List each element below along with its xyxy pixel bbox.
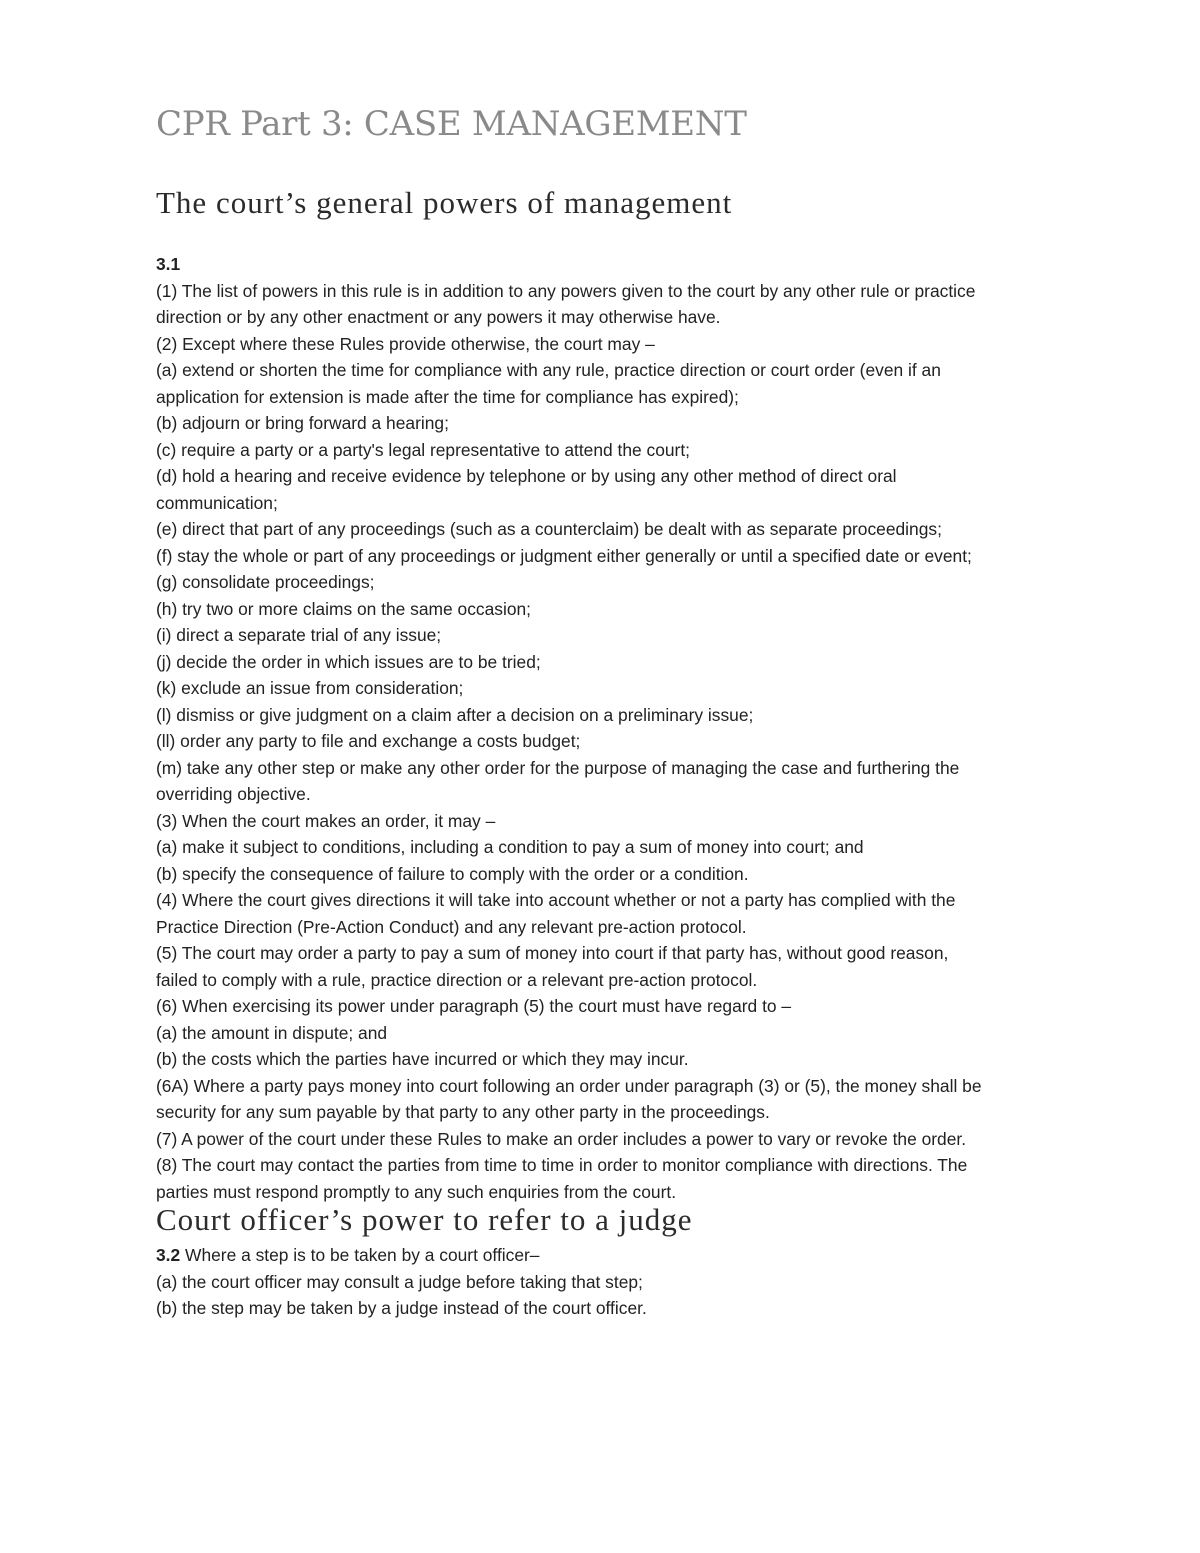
paragraph-line: (5) The court may order a party to pay a sum of money into court if that party has, without good reason, [156,943,949,963]
paragraph-line: (a) make it subject to conditions, including a condition to pay a sum of money into court; and [156,837,864,857]
paragraph-line: security for any sum payable by that party to any other party in the proceedings. [156,1102,770,1122]
paragraph-line: (g) consolidate proceedings; [156,572,375,592]
paragraph-line: (k) exclude an issue from consideration; [156,678,464,698]
paragraph-line: (6) When exercising its power under paragraph (5) the court must have regard to – [156,996,792,1016]
paragraph-line: (e) direct that part of any proceedings (such as a counterclaim) be dealt with as separate proceedings; [156,519,942,539]
rule-intro: Where a step is to be taken by a court officer– [185,1245,540,1265]
paragraph-line: (b) the costs which the parties have incurred or which they may incur. [156,1049,689,1069]
paragraph-line: (3) When the court makes an order, it may – [156,810,496,831]
paragraph-line: failed to comply with a rule, practice direction or a relevant pre-action protocol. [156,969,758,990]
paragraph-line: (h) try two or more claims on the same occasion; [156,598,531,619]
paragraph-line: (4) Where the court gives directions it will take into account whether or not a party has complied with the [156,890,956,910]
paragraph-line: (f) stay the whole or part of any proceedings or judgment either generally or until a specified date or event; [156,545,972,566]
paragraph-line: (a) extend or shorten the time for compliance with any rule, practice direction or court order (even if an [156,360,941,380]
paragraph-line: overriding objective. [156,784,311,804]
paragraph-line: (a) the court officer may consult a judge before taking that step; [156,1271,643,1292]
paragraph-line: (ll) order any party to file and exchange a costs budget; [156,731,581,751]
paragraph-line: application for extension is made after the time for compliance has expired); [156,386,739,407]
rule-line [156,1242,1056,1269]
section-body-court-officer [156,1242,1056,1322]
paragraph-line: (d) hold a hearing and receive evidence by telephone or by using any other method of direct oral [156,466,897,486]
paragraph-line: (b) the step may be taken by a judge instead of the court officer. [156,1298,647,1318]
paragraph-line: parties must respond promptly to any such enquiries from the court. [156,1181,677,1202]
paragraph-line: communication; [156,492,278,513]
paragraph-line: (c) require a party or a party's legal representative to attend the court; [156,439,691,460]
paragraph-line: (a) the amount in dispute; and [156,1022,388,1043]
section-body-general-powers [156,251,1056,1205]
paragraph-line: (2) Except where these Rules provide otherwise, the court may – [156,333,655,354]
rule-number: 3.2 [156,1245,181,1265]
paragraph-line: (b) adjourn or bring forward a hearing; [156,413,449,433]
paragraph-line: (7) A power of the court under these Rules to make an order includes a power to vary or revoke the order. [156,1128,967,1149]
paragraph-line: (b) specify the consequence of failure to comply with the order or a condition. [156,863,749,884]
section-heading-court-officer: Court officer’s power to refer to a judge [156,1202,693,1237]
paragraph-line: (1) The list of powers in this rule is in addition to any powers given to the court by any other rule or practice [156,280,976,301]
paragraph-line: (8) The court may contact the parties from time to time in order to monitor compliance with directions. The [156,1155,968,1175]
paragraph-line: (6A) Where a party pays money into court following an order under paragraph (3) or (5), the money shall be [156,1075,982,1096]
paragraph-line: (m) take any other step or make any other order for the purpose of managing the case and furthering the [156,757,960,778]
paragraph-line: (l) dismiss or give judgment on a claim after a decision on a preliminary issue; [156,704,754,725]
paragraph-line: (j) decide the order in which issues are to be tried; [156,651,541,672]
paragraph-line: (i) direct a separate trial of any issue; [156,625,442,645]
paragraph-line: direction or by any other enactment or any powers it may otherwise have. [156,307,721,327]
section-heading-general-powers: The court’s general powers of management [156,185,733,220]
rule-number: 3.1 [156,254,181,274]
document-title: CPR Part 3: CASE MANAGEMENT [156,104,747,144]
paragraph-line: Practice Direction (Pre-Action Conduct) and any relevant pre-action protocol. [156,916,747,937]
